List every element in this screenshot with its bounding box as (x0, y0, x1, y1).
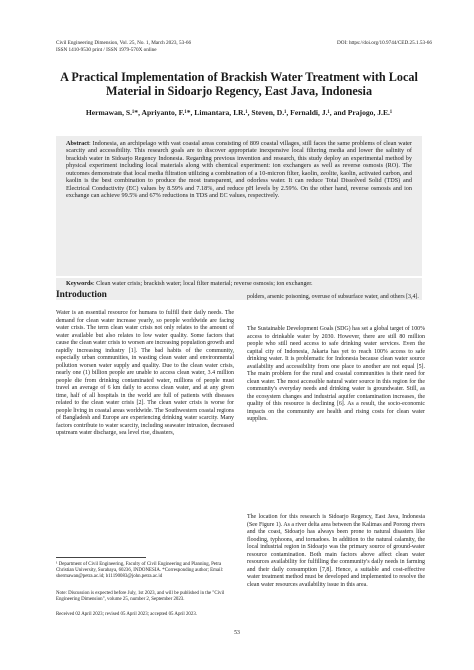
section-heading-introduction: Introduction (56, 290, 107, 300)
footnote-divider (56, 557, 146, 558)
keywords-text: : Clean water crisis; brackish water; local filter material; reverse osmosis; ion exchanger. (92, 280, 313, 287)
footnote-discussion-note: Note: Discussion is expected before July, 1st 2023, and will be published in the "Civil Engineering Dimension", volume 25, number 2, September 2023. (56, 591, 225, 603)
intro-paragraph-1: Water is an essential resource for humans to fulfill their daily needs. The demand for clean water increase yearly, so people worldwide are facing water crisis. The term clean water crisis not only relates to the amount of water available but also relates to low water quality. Some factors that cause the clean water crisis to worsen are increasing population growth and rapidly increasing industry [1]. The bad habits of the community, especially urban communities, in wasting clean water and environmental pollution worsen water supply and quality. Due to the clean water crisis, nearly one (1) billion people are unable to access clean water, 3.4 million people die from drinking contaminated water, millions of people must travel an average of 6 km daily to access clean water, and at any given time, half of all hospitals in the world are full of patients with diseases related to the clean water crisis [2]. The clean water crisis is worse for people living in coastal areas worldwide. The Southwestern coastal regions of Bangladesh and Europe are experiencing drinking water scarcity. Many factors contribute to water scarcity, including seawater intrusion, decreased upstream water discharge, sea level rise, disasters, (56, 310, 234, 436)
doi-header[interactable]: DOI: https://doi.org/10.9744/CED.25.1.53-66 (336, 40, 432, 46)
keywords-label: Keywords (66, 280, 93, 287)
intro-paragraph-3: The location for this research is Sidoarjo Regency, East Java, Indonesia (See Figure 1). As a river delta area between the Kalimas and Porong rivers and the coast, Sidoarjo has always been prone to natural disasters like flooding, typhoons, and tornadoes. In addition to the natural calamity, the local industrial region in Sidoarjo was the primary source of ground-water resource contamination. Both main factors above affect clean water resources availability for fulfilling the community's daily needs in farming and their daily consumption [7,8]. Hence, a suitable and cost-effective water treatment method must be developed and implemented to resolve the clean water resources availability issue in this area. (247, 514, 425, 588)
abstract-box (56, 136, 422, 276)
footnote-dates: Received 02 April 2023; revised 05 April 2023; accepted 05 April 2023. (56, 612, 197, 617)
abstract-label: Abstract (66, 140, 90, 147)
intro-paragraph-1-continued: polders, arsenic poisoning, overuse of subsurface water, and others [3,4]. (247, 294, 419, 300)
paper-title: A Practical Implementation of Brackish Water Treatment with Local Material in Sidoarjo Regency, East Java, Indonesia (60, 70, 418, 98)
left-column (56, 290, 234, 617)
journal-issn: ISSN 1410-9530 print / ISSN 1979-570X online (56, 46, 157, 53)
journal-header (56, 40, 266, 53)
page-number: 53 (234, 630, 240, 636)
author-list: Hermawan, S.¹*, Apriyanto, F.¹*, Limantara, I.R.¹, Steven, D.¹, Fernaldi, J.¹, and Prajogo, J.E.¹ (85, 108, 393, 117)
intro-paragraph-2: The Sustainable Development Goals (SDG) has set a global target of 100% access to drinkable water by 2030. However, there are still 80 million people who still need access to safe drinking water services. Even the capital city of Indonesia, Jakarta has yet to reach 100% access to safe drinking water. It is problematic for Indonesia because clean water source availability and accessibility from one place to another are not equal [5]. The main problem for the rural and coastal communities is their need for clean water. The most accessible natural water source in this region for the community's everyday needs and drinking water is groundwater. Still, as the ecosystem changes and industrial aquifer contamination increases, the quality of this resource is declining [6]. As a result, the socio-economic impacts on the community are health and rising costs for clean water supplies. (247, 326, 425, 422)
abstract-text: : Indonesia, an archipelago with vast coastal areas consisting of 809 coastal villages, still faces the same problems of clean water scarcity and accessibility. This research goals are to discover appropriate inexpensive local filtering media and lower the salinity of brackish water in Sidoarjo Regency Indonesia. Regarding previous invention and research, this study deploy an experimental method by physical experiment including local materials along with chemical experiment: ion exchangers as well as reverse osmosis (RO). The outcomes demonstrate that local media filtration utilizing a combination of a 10-micron filter, kaolin, zeolite, kaolin, activated carbon, and kaolin is the best combination to produce the most transparent, and odorless water. It can reduce Total Dissolved Solid (TDS) and Electrical Conductivity (EC) values by 8.59% and 7.18%, and reduce pH levels by 2.59%. On the other hand, reverse osmosis and ion exchange can achieve 99.5% and 67% reductions in TDS and EC values, respectively. (66, 140, 412, 200)
journal-citation: Civil Engineering Dimension, Vol. 25, No. 1, March 2023, 53-66 (56, 40, 192, 46)
footnote-affiliation: ¹ Department of Civil Engineering, Faculty of Civil Engineering and Planning, Petra Christian University, Surabaya, 60236, INDONESIA. *Corresponding author; Email: shermawan@petra.ac.id; b11190083@john.petra.ac.id (56, 562, 224, 580)
